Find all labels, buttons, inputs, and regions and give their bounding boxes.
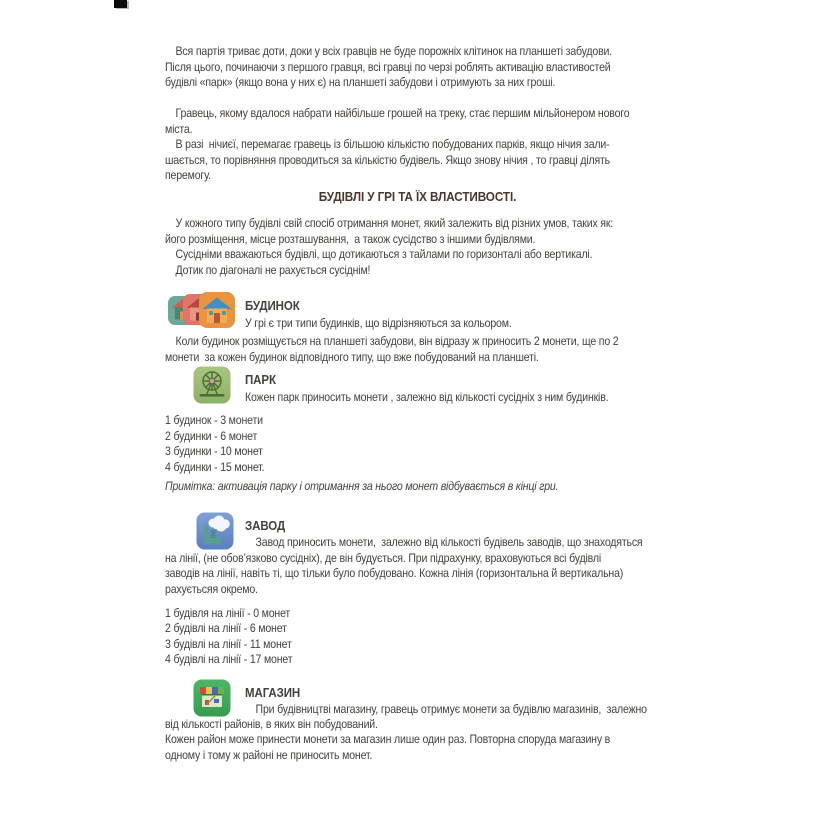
paragraph-line: від кількості районів, в яких він побудований. xyxy=(165,716,378,731)
paragraph-line: Дотик по діагоналі не рахується сусіднім! xyxy=(175,262,371,277)
page-title: БУДІВЛІ У ГРІ ТА ЇХ ВЛАСТИВОСТІ. xyxy=(318,189,517,204)
intro-paragraph-1 xyxy=(165,44,730,91)
factory-payout-list xyxy=(165,606,310,668)
payout-line: 4 будинки - 15 монет. xyxy=(165,459,265,474)
building-intro xyxy=(245,702,702,718)
overview-paragraph xyxy=(165,216,730,278)
building-title: ЗАВОД xyxy=(245,519,286,533)
building-section-factory xyxy=(165,510,730,666)
paragraph-line: Коли будинок розміщується на планшеті забудови, він відразу ж приносить 2 монети, ще по 2 xyxy=(175,334,619,348)
building-title: ПАРК xyxy=(245,373,276,387)
payout-line: 2 будинки - 6 монет xyxy=(165,428,258,443)
paragraph-line: Кожен район може принести монети за магазин лише один раз. Повторна споруда магазину в xyxy=(165,732,611,746)
paragraph-line: монети за кожен будинок відповідного типу, що вже побудований на планшеті. xyxy=(165,349,539,364)
building-section-park xyxy=(165,366,730,496)
payout-line: 4 будівлі на лінії - 17 монет xyxy=(165,652,293,666)
building-body xyxy=(165,334,680,365)
paragraph-line: заводів на лінії, навіть ті, що тільки було побудовано. Кожна лінія (горизонтальна й вертикальна) xyxy=(165,566,624,580)
paragraph-line: шається, то порівняння проводиться за кількістю будівель. Якщо знову нічия , то гравці ділять xyxy=(165,152,610,167)
building-title: БУДИНОК xyxy=(245,299,300,313)
paragraph-line: Сусідніми вважаються будівлі, що дотикаються з тайлами по горизонталі або вертикалі. xyxy=(175,247,593,261)
building-section-shop xyxy=(165,678,730,768)
main-heading-block xyxy=(165,189,730,205)
payout-line: 1 будинок - 3 монети xyxy=(165,413,263,427)
building-intro xyxy=(245,390,658,406)
factory-icon xyxy=(196,512,234,555)
building-body xyxy=(165,717,671,764)
note-line: Примітка: активація парку і отримання за нього монет відбувається в кінці гри. xyxy=(165,479,559,493)
paragraph-line: на лінії, (не обов’язково сусідніх), де він будується. При підрахунку, враховуються всі будівлі xyxy=(165,550,602,565)
park-payout-list xyxy=(165,413,278,475)
payout-line: 3 будівлі на лінії - 11 монет xyxy=(165,636,292,651)
park-icon xyxy=(193,366,231,409)
crop-mark xyxy=(114,0,127,8)
payout-line: 3 будинки - 10 монет xyxy=(165,444,263,458)
paragraph-line: Гравець, якому вдалося набрати найбільше грошей на треку, стає першим мільйонером нового xyxy=(175,106,630,120)
paragraph-line: Завод приносить монети, залежно від кількості будівель заводів, що знаходяться xyxy=(255,535,643,549)
payout-line: 2 будівлі на лінії - 6 монет xyxy=(165,621,287,635)
paragraph-line: В разі нічиєї, перемагає гравець із більшою кількістю побудованих парків, якщо нічия зали- xyxy=(175,137,610,151)
building-intro xyxy=(245,535,697,551)
paragraph-line: перемогу. xyxy=(165,168,211,182)
paragraph-line: Кожен парк приносить монети , залежно від кількості сусідніх з ним будинків. xyxy=(245,389,609,404)
paragraph-line: рахуєтьсяя окремо. xyxy=(165,581,258,596)
building-title: МАГАЗИН xyxy=(245,686,301,700)
payout-line: 1 будівля на лінії - 0 монет xyxy=(165,605,291,620)
paragraph-line: міста. xyxy=(165,121,193,136)
paragraph-line: Вся партія триває доти, доки у всіх гравців не буде порожніх клітинок на планшеті забудови. xyxy=(175,44,613,58)
paragraph-line: При будівництві магазину, гравець отримує монети за будівлю магазинів, залежно xyxy=(255,702,647,716)
paragraph-line: одному і тому ж районі не приносить монет. xyxy=(165,747,373,762)
building-intro xyxy=(245,316,548,332)
houses-icon xyxy=(167,291,236,334)
park-note xyxy=(165,479,612,495)
paragraph-line: будівлі «парк» (якщо вона у них є) на планшеті забудови і отримують за них гроші. xyxy=(165,75,556,89)
paragraph-line: У кожного типу будівлі свій спосіб отримання монет, який залежить від різних умов, таких як: xyxy=(175,216,614,230)
intro-paragraph-2 xyxy=(165,106,730,184)
building-body xyxy=(165,551,686,598)
paragraph-line: У грі є три типи будинків, що відрізняються за кольором. xyxy=(245,315,512,330)
paragraph-line: його розміщення, місце розташування, а також сусідство з іншими будівлями. xyxy=(165,231,536,246)
building-section-house xyxy=(165,291,730,371)
paragraph-line: Після цього, починаючи з першого гравця, всі гравці по черзі роблять активацію властивостей xyxy=(165,59,611,74)
